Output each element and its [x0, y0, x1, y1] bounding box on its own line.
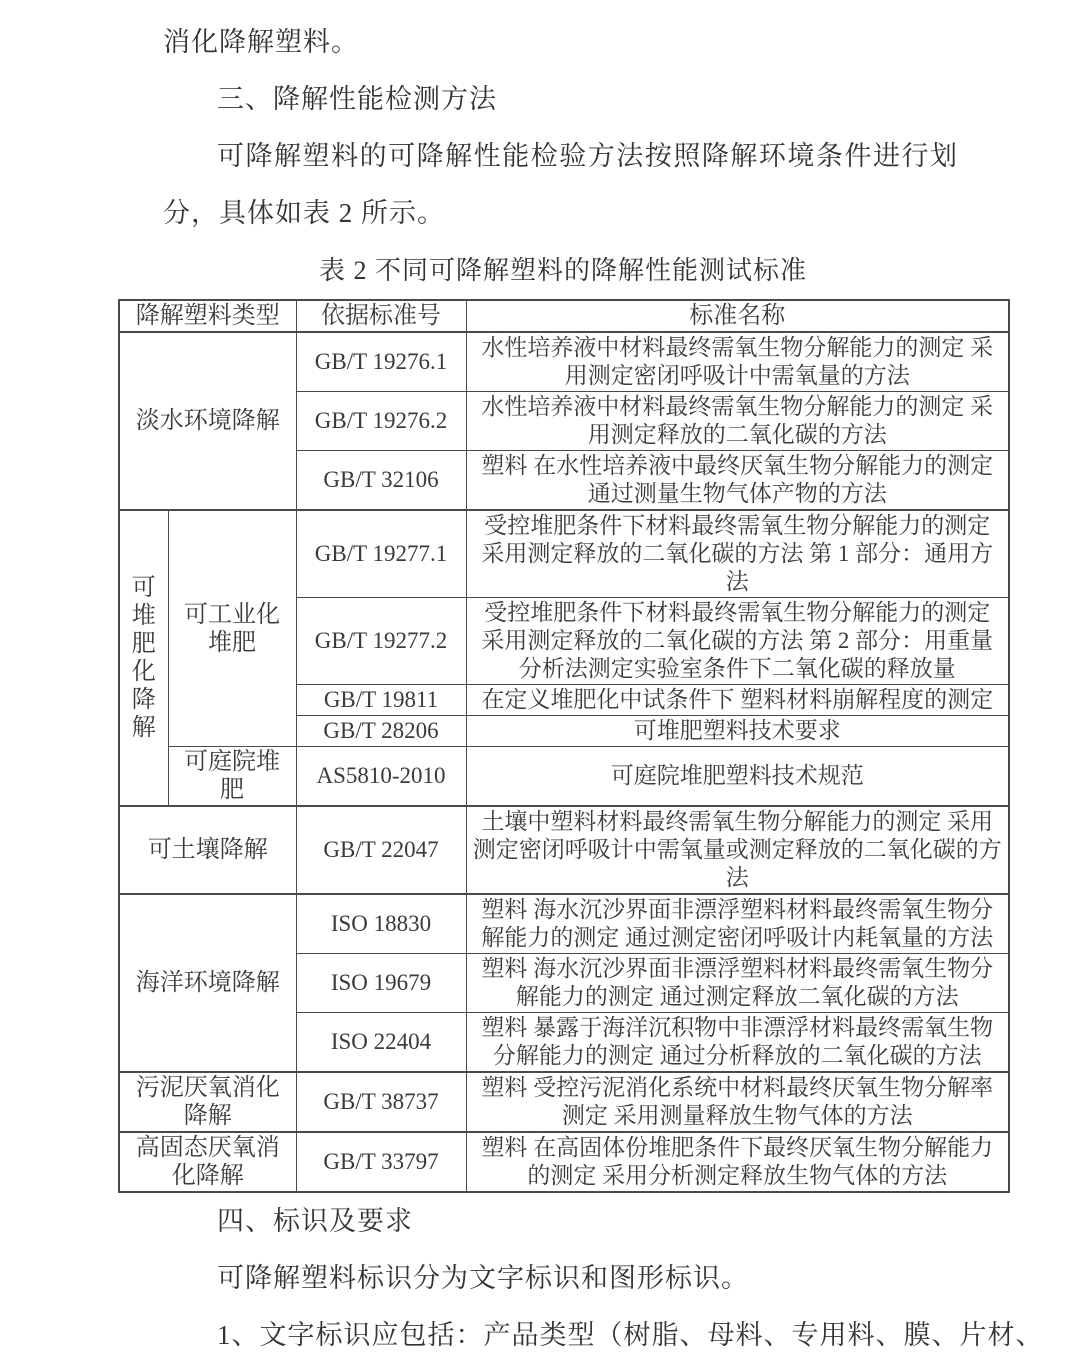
standard-cell: GB/T 38737: [296, 1072, 466, 1132]
standard-cell: GB/T 22047: [296, 806, 466, 894]
standard-cell: GB/T 32106: [296, 451, 466, 511]
name-cell: 塑料 海水沉沙界面非漂浮塑料材料最终需氧生物分解能力的测定 通过测定密闭呼吸计内耗氧量的方法: [466, 894, 1009, 954]
section-3-heading: 三、降解性能检测方法: [217, 84, 497, 114]
table-row: [119, 894, 1009, 954]
type-cell-marine: 海洋环境降解: [119, 894, 296, 1072]
name-cell: 塑料 在水性培养液中最终厌氧生物分解能力的测定 通过测量生物气体产物的方法: [466, 451, 1009, 511]
name-cell: 可堆肥塑料技术要求: [466, 716, 1009, 747]
type-cell-soil: 可土壤降解: [119, 806, 296, 894]
table-row: [119, 747, 1009, 807]
section-3-paragraph: 可降解塑料的可降解性能检验方法按照降解环境条件进行划分，具体如表 2 所示。: [163, 141, 958, 228]
name-cell: 塑料 暴露于海洋沉积物中非漂浮材料最终需氧生物分解能力的测定 通过分析释放的二氧化碳的方法: [466, 1013, 1009, 1073]
table-row: [119, 510, 1009, 598]
name-cell: 受控堆肥条件下材料最终需氧生物分解能力的测定 采用测定释放的二氧化碳的方法 第 1 部分：通用方法: [466, 510, 1009, 598]
name-cell: 水性培养液中材料最终需氧生物分解能力的测定 采用测定释放的二氧化碳的方法: [466, 392, 1009, 451]
table-row: [119, 1072, 1009, 1132]
name-cell: 塑料 在高固体份堆肥条件下最终厌氧生物分解能力的测定 采用分析测定释放生物气体的方法: [466, 1132, 1009, 1192]
standard-cell: ISO 18830: [296, 894, 466, 954]
standard-cell: GB/T 19276.2: [296, 392, 466, 451]
header-standard-column: 依据标准号: [296, 300, 466, 332]
standard-cell: ISO 19679: [296, 954, 466, 1013]
type-cell-high-solid: 高固态厌氧消化降解: [119, 1132, 296, 1192]
standard-cell: GB/T 19277.1: [296, 510, 466, 598]
standard-cell: GB/T 19276.1: [296, 332, 466, 392]
paragraph-continuation: 消化降解塑料。: [163, 27, 359, 57]
name-cell: 可庭院堆肥塑料技术规范: [466, 747, 1009, 807]
table-header-row: [119, 300, 1009, 332]
table-row: [119, 806, 1009, 894]
standard-cell: GB/T 33797: [296, 1132, 466, 1192]
subtype-cell-industrial: 可工业化堆肥: [168, 510, 296, 747]
name-cell: 塑料 海水沉沙界面非漂浮塑料材料最终需氧生物分解能力的测定 通过测定释放二氧化碳的方法: [466, 954, 1009, 1013]
type-cell-freshwater: 淡水环境降解: [119, 332, 296, 510]
standards-table: [118, 299, 1010, 1193]
standard-cell: GB/T 19277.2: [296, 598, 466, 685]
table-2-title: 表 2 不同可降解塑料的降解性能测试标准: [318, 256, 807, 285]
type-cell-compostable: 可堆肥化降解: [119, 510, 168, 806]
section-4-paragraph: 可降解塑料标识分为文字标识和图形标识。: [217, 1263, 749, 1293]
table-row: [119, 332, 1009, 392]
standard-cell: AS5810-2010: [296, 747, 466, 807]
table-row: [119, 1132, 1009, 1192]
name-cell: 水性培养液中材料最终需氧生物分解能力的测定 采用测定密闭呼吸计中需氧量的方法: [466, 332, 1009, 392]
subtype-cell-garden: 可庭院堆肥: [168, 747, 296, 807]
header-type-column: 降解塑料类型: [119, 300, 296, 332]
standard-cell: ISO 22404: [296, 1013, 466, 1073]
name-cell: 在定义堆肥化中试条件下 塑料材料崩解程度的测定: [466, 685, 1009, 716]
standard-cell: GB/T 19811: [296, 685, 466, 716]
name-cell: 受控堆肥条件下材料最终需氧生物分解能力的测定 采用测定释放的二氧化碳的方法 第 2 部分：用重量分析法测定实验室条件下二氧化碳的释放量: [466, 598, 1009, 685]
name-cell: 土壤中塑料材料最终需氧生物分解能力的测定 采用测定密闭呼吸计中需氧量或测定释放的二氧化碳的方法: [466, 806, 1009, 894]
name-cell: 塑料 受控污泥消化系统中材料最终厌氧生物分解率测定 采用测量释放生物气体的方法: [466, 1072, 1009, 1132]
type-cell-sludge: 污泥厌氧消化降解: [119, 1072, 296, 1132]
standard-cell: GB/T 28206: [296, 716, 466, 747]
section-4-item-1: 1、文字标识应包括：产品类型（树脂、母料、专用料、膜、片材、: [217, 1320, 1044, 1350]
header-name-column: 标准名称: [466, 300, 1009, 332]
section-4-heading: 四、标识及要求: [217, 1206, 413, 1236]
